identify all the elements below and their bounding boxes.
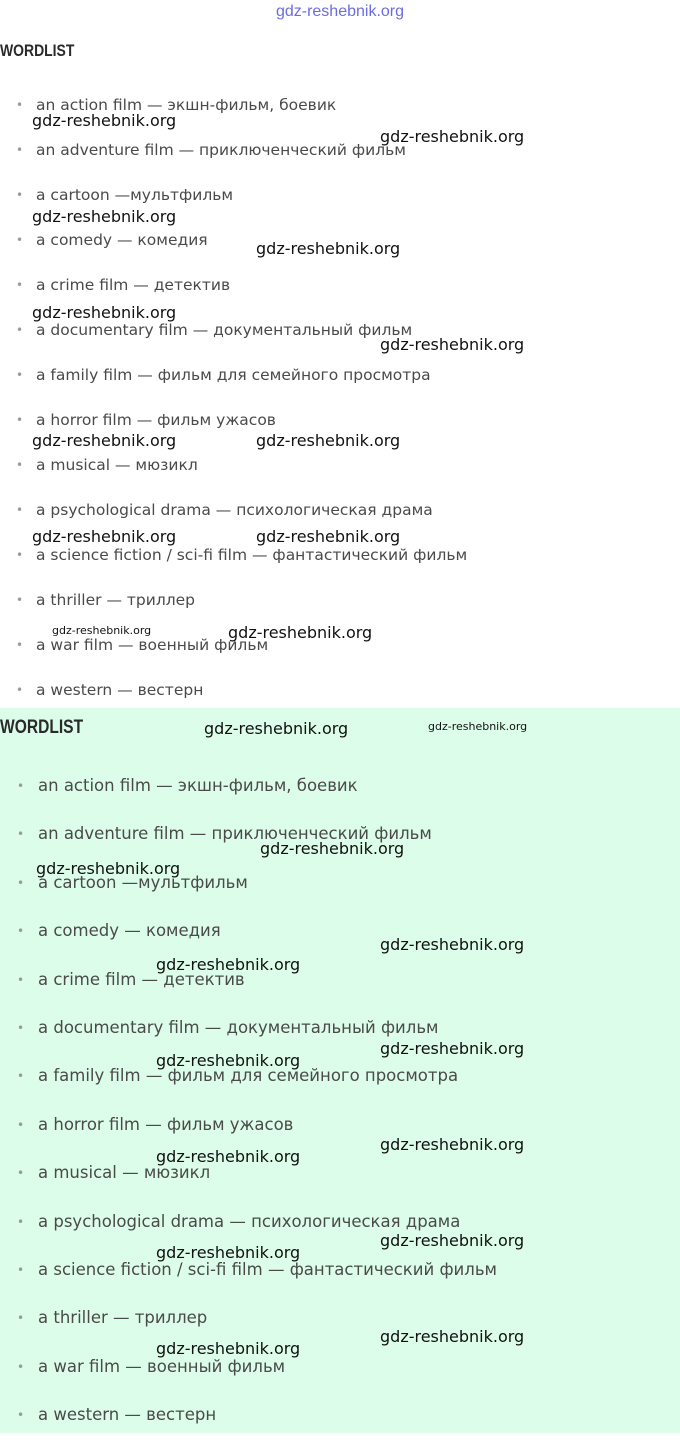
watermark-text: gdz-reshebnik.org (228, 623, 373, 642)
bullet-icon: • (17, 972, 25, 987)
term-text: a family film — фильм для семейного просмотра (36, 366, 431, 384)
bullet-icon: • (16, 98, 24, 112)
watermark-text: gdz-reshebnik.org (32, 207, 177, 226)
term-text: a musical — мюзикл (38, 1163, 211, 1183)
bullet-icon: • (17, 1359, 25, 1374)
term-text: a horror film — фильм ужасов (38, 1114, 294, 1134)
watermark-text: gdz-reshebnik.org (380, 1327, 525, 1346)
watermark-text: gdz-reshebnik.org (156, 1051, 301, 1070)
term-text: a comedy — комедия (36, 231, 208, 249)
bullet-icon: • (16, 368, 24, 382)
term-text: a family film — фильм для семейного просмотра (38, 1066, 459, 1086)
term-text: a documentary film — документальный фильм (38, 1017, 439, 1037)
bullet-icon: • (16, 233, 24, 247)
watermark-text: gdz-reshebnik.org (32, 111, 177, 130)
bullet-icon: • (17, 924, 25, 939)
watermark-text: gdz-reshebnik.org (156, 1339, 301, 1358)
term-text: a comedy — комедия (38, 921, 221, 941)
bullet-icon: • (17, 1117, 25, 1132)
term-text: a crime film — детектив (38, 969, 245, 989)
bullet-icon: • (17, 1020, 25, 1035)
bullet-icon: • (16, 413, 24, 427)
term-text: a western — вестерн (36, 681, 204, 699)
term-text: an action film — экшн-фильм, боевик (38, 776, 358, 795)
watermark-text: gdz-reshebnik.org (380, 1135, 525, 1154)
watermark-text: gdz-reshebnik.org (156, 1243, 301, 1262)
wordlist-section-2 (0, 708, 680, 1433)
bullet-icon: • (17, 827, 25, 842)
term-text: a psychological drama — психологическая драма (38, 1211, 461, 1231)
term-text: an adventure film — приключенческий фильм (38, 824, 432, 844)
watermark-text: gdz-reshebnik.org (380, 935, 525, 954)
bullet-icon: • (17, 1069, 25, 1084)
bullet-icon: • (16, 638, 24, 652)
watermark-text: gdz-reshebnik.org (204, 719, 349, 738)
bullet-icon: • (16, 683, 24, 697)
site-watermark-header: gdz-reshebnik.org (275, 3, 405, 20)
term-text: a war film — военный фильм (38, 1356, 286, 1376)
bullet-icon: • (16, 188, 24, 202)
term-text: a thriller — триллер (36, 591, 196, 609)
watermark-text: gdz-reshebnik.org (32, 303, 177, 322)
term-text: an adventure film — приключенческий фильм (36, 141, 406, 159)
section-title: WORDLIST (0, 717, 84, 738)
watermark-text: gdz-reshebnik.org (36, 859, 181, 878)
bullet-icon: • (16, 143, 24, 157)
term-text: a science fiction / sci-fi film — фантастический фильм (38, 1259, 498, 1279)
term-text: a western — вестерн (38, 1405, 217, 1425)
term-text: an action film — экшн-фильм, боевик (36, 96, 337, 114)
bullet-icon: • (16, 548, 24, 562)
watermark-text: gdz-reshebnik.org (380, 1039, 525, 1058)
term-text: a thriller — триллер (38, 1308, 208, 1328)
bullet-icon: • (17, 1166, 25, 1181)
bullet-icon: • (17, 1408, 25, 1423)
watermark-text: gdz-reshebnik.org (380, 127, 525, 146)
bullet-icon: • (16, 458, 24, 472)
bullet-icon: • (17, 1311, 25, 1326)
term-text: a cartoon —мультфильм (38, 872, 248, 892)
watermark-text: gdz-reshebnik.org (256, 239, 401, 258)
watermark-text: gdz-reshebnik.org (256, 431, 401, 450)
bullet-icon: • (16, 323, 24, 337)
bullet-icon: • (17, 1214, 25, 1229)
term-text: a cartoon —мультфильм (36, 186, 234, 204)
term-text: a horror film — фильм ужасов (36, 411, 276, 429)
term-text: a psychological drama — психологическая драма (36, 501, 433, 519)
bullet-icon: • (17, 1262, 25, 1277)
watermark-text: gdz-reshebnik.org (256, 527, 401, 546)
watermark-text: gdz-reshebnik.org (156, 1147, 301, 1166)
term-text: a crime film — детектив (36, 276, 231, 294)
watermark-text: gdz-reshebnik.org (380, 1231, 525, 1250)
term-text: a war film — военный фильм (36, 636, 269, 654)
watermark-text: gdz-reshebnik.org (156, 955, 301, 974)
watermark-text: gdz-reshebnik.org (52, 624, 152, 637)
bullet-icon: • (16, 503, 24, 517)
term-text: a musical — мюзикл (36, 456, 198, 474)
watermark-text: gdz-reshebnik.org (260, 839, 405, 858)
watermark-text: gdz-reshebnik.org (380, 335, 525, 354)
term-text: a documentary film — документальный фильм (36, 321, 413, 339)
section-title: WORDLIST (0, 41, 75, 60)
watermark-text: gdz-reshebnik.org (428, 720, 528, 733)
bullet-icon: • (16, 593, 24, 607)
term-text: a science fiction / sci-fi film — фантастический фильм (36, 546, 468, 564)
watermark-text: gdz-reshebnik.org (32, 431, 177, 450)
bullet-icon: • (17, 875, 25, 890)
watermark-text: gdz-reshebnik.org (32, 527, 177, 546)
bullet-icon: • (16, 278, 24, 292)
bullet-icon: • (17, 779, 25, 793)
